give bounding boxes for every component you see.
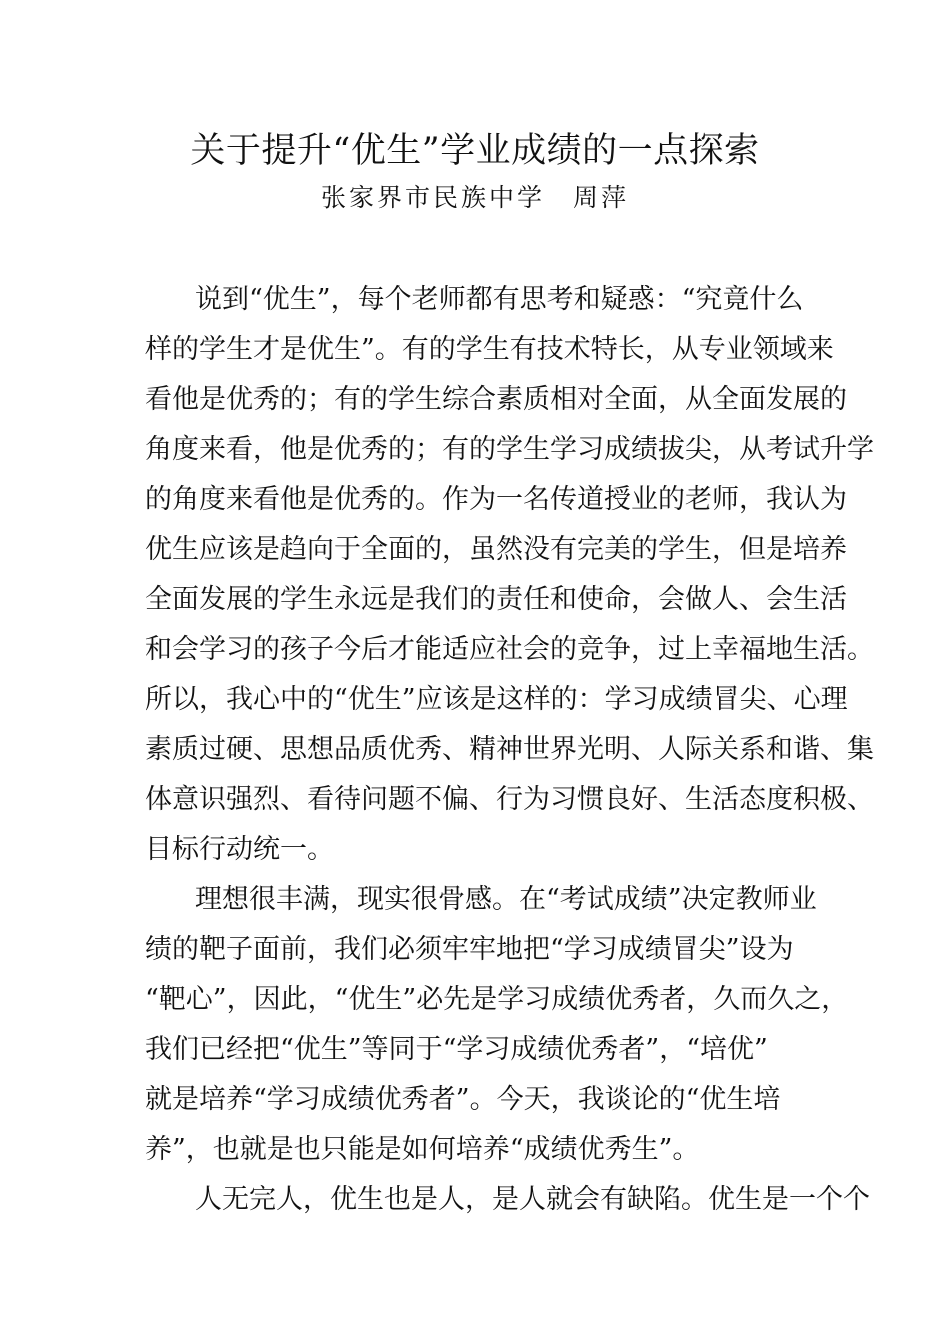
paragraph-2-line-1: 理想很丰满，现实很骨感。在“考试成绩”决定教师业 <box>195 884 817 915</box>
paragraph-1-line-5: 的角度来看他是优秀的。作为一名传道授业的老师，我认为 <box>145 484 847 515</box>
document-body <box>145 275 874 1225</box>
paragraph-1-line-3: 看他是优秀的；有的学生综合素质相对全面，从全面发展的 <box>145 384 847 415</box>
paragraph-3-line-1: 人无完人，优生也是人，是人就会有缺陷。优生是一个个 <box>195 1184 870 1215</box>
paragraph-1-line-2: 样的学生才是优生”。有的学生有技术特长，从专业领域来 <box>145 334 834 365</box>
paragraph-1-line-6: 优生应该是趋向于全面的，虽然没有完美的学生，但是培养 <box>145 534 847 565</box>
paragraph-2-line-4: 我们已经把“优生”等同于“学习成绩优秀者”，“培优” <box>145 1034 768 1065</box>
paragraph-1-line-8: 和会学习的孩子今后才能适应社会的竞争，过上幸福地生活。 <box>145 634 874 665</box>
paragraph-1-line-11: 体意识强烈、看待问题不偏、行为习惯良好、生活态度积极、 <box>145 784 874 815</box>
paragraph-1-line-1: 说到“优生”，每个老师都有思考和疑惑：“究竟什么 <box>195 284 804 315</box>
paragraph-1-line-4: 角度来看，他是优秀的；有的学生学习成绩拔尖，从考试升学 <box>145 434 874 465</box>
paragraph-2-line-3: “靶心”，因此，“优生”必先是学习成绩优秀者，久而久之， <box>145 984 849 1015</box>
paragraph-1-line-10: 素质过硬、思想品质优秀、精神世界光明、人际关系和谐、集 <box>145 734 874 765</box>
paragraph-1-line-9: 所以，我心中的“优生”应该是这样的：学习成绩冒尖、心理 <box>145 684 848 715</box>
document-title: 关于提升“优生”学业成绩的一点探索 <box>190 131 760 171</box>
paragraph-1-line-12: 目标行动统一。 <box>145 834 334 865</box>
paragraph-2-line-2: 绩的靶子面前，我们必须牢牢地把“学习成绩冒尖”设为 <box>145 934 794 965</box>
paragraph-2-line-5: 就是培养“学习成绩优秀者”。今天，我谈论的“优生培 <box>145 1084 781 1115</box>
author-byline: 张家界市民族中学 周萍 <box>320 183 629 212</box>
paragraph-2-line-6: 养”，也就是也只能是如何培养“成绩优秀生”。 <box>145 1134 700 1165</box>
paragraph-1-line-7: 全面发展的学生永远是我们的责任和使命，会做人、会生活 <box>145 584 847 615</box>
